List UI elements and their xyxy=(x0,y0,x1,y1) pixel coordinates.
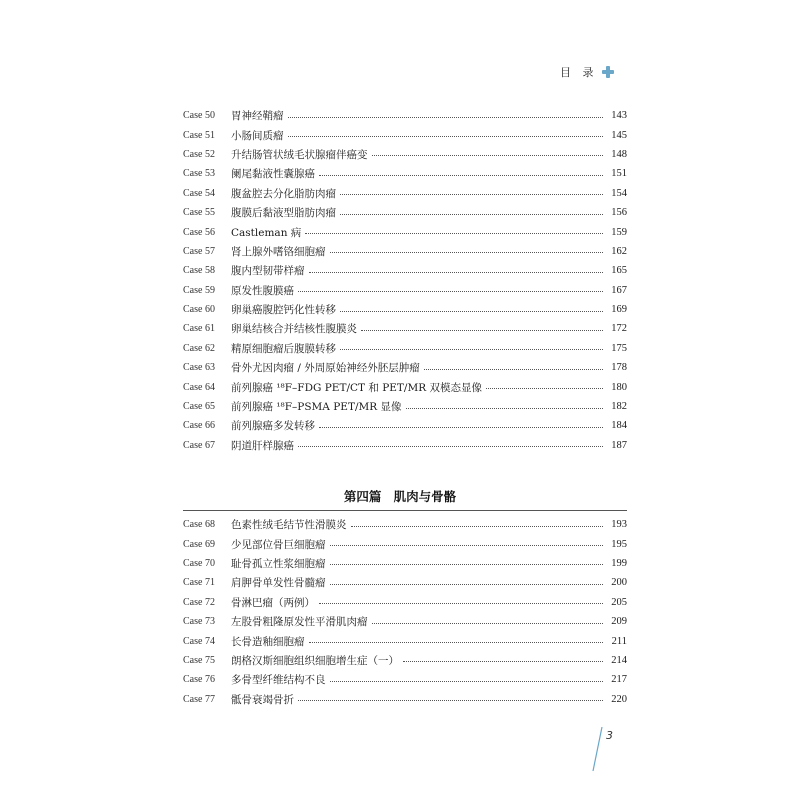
case-number: Case 56 xyxy=(183,226,215,238)
page-ref: 217 xyxy=(611,674,627,686)
case-number: Case 72 xyxy=(183,596,215,608)
dot-leader xyxy=(309,641,604,643)
page-ref: 143 xyxy=(611,110,627,122)
entry-title: 小肠间质瘤 xyxy=(231,129,284,142)
dot-leader xyxy=(372,622,604,624)
page-ref: 151 xyxy=(611,168,627,180)
toc-entry[interactable] xyxy=(183,242,627,261)
case-number: Case 61 xyxy=(183,323,215,335)
page-ref: 184 xyxy=(611,420,627,432)
toc-entry[interactable] xyxy=(183,651,627,670)
dot-leader xyxy=(340,213,603,215)
entry-title: 前列腺癌 ¹⁸F–PSMA PET/MR 显像 xyxy=(231,401,402,414)
toc-entry[interactable] xyxy=(183,222,627,241)
case-number: Case 70 xyxy=(183,557,215,569)
dot-leader xyxy=(330,680,604,682)
entry-title: 骨外尤因肉瘤 / 外周原始神经外胚层肿瘤 xyxy=(231,362,420,375)
dot-leader xyxy=(298,290,603,292)
dot-leader xyxy=(330,544,604,546)
page-ref: 182 xyxy=(611,401,627,413)
case-number: Case 71 xyxy=(183,577,215,589)
toc-header-title: 目 录 xyxy=(560,66,598,79)
page-ref: 165 xyxy=(611,265,627,277)
dot-leader xyxy=(330,583,604,585)
page-ref: 199 xyxy=(611,557,627,569)
case-number: Case 67 xyxy=(183,439,215,451)
toc-entry[interactable] xyxy=(183,319,627,338)
page-ref: 195 xyxy=(611,538,627,550)
page-ref: 180 xyxy=(611,381,627,393)
dot-leader xyxy=(309,271,604,273)
entry-title: 腹盆腔去分化脂肪肉瘤 xyxy=(231,187,336,200)
toc-entry[interactable] xyxy=(183,416,627,435)
entry-title: 长骨造釉细胞瘤 xyxy=(231,635,305,648)
case-number: Case 68 xyxy=(183,519,215,531)
dot-leader xyxy=(319,426,603,428)
toc-entry[interactable] xyxy=(183,397,627,416)
toc-group-part3 xyxy=(183,106,627,455)
page-number: 3 xyxy=(606,729,613,742)
page-ref: 220 xyxy=(611,693,627,705)
case-number: Case 74 xyxy=(183,635,215,647)
dot-leader xyxy=(340,348,603,350)
toc-entry[interactable] xyxy=(183,534,627,553)
dot-leader xyxy=(305,232,603,234)
dot-leader xyxy=(298,445,603,447)
entry-title: 升结肠管状绒毛状腺瘤伴癌变 xyxy=(231,148,368,161)
toc-entry[interactable] xyxy=(183,612,627,631)
toc-entry[interactable] xyxy=(183,300,627,319)
toc-entry[interactable] xyxy=(183,593,627,612)
page-header xyxy=(560,62,614,82)
case-number: Case 57 xyxy=(183,245,215,257)
dot-leader xyxy=(372,154,604,156)
toc-entry[interactable] xyxy=(183,339,627,358)
dot-leader xyxy=(330,563,604,565)
dot-leader xyxy=(406,407,604,409)
entry-title: Castleman 病 xyxy=(231,226,302,239)
entry-title: 少见部位骨巨细胞瘤 xyxy=(231,538,326,551)
page-ref: 156 xyxy=(611,207,627,219)
case-number: Case 59 xyxy=(183,284,215,296)
case-number: Case 77 xyxy=(183,693,215,705)
page-ref: 175 xyxy=(611,342,627,354)
toc-entry[interactable] xyxy=(183,670,627,689)
toc-entry[interactable] xyxy=(183,164,627,183)
page-ref: 187 xyxy=(611,439,627,451)
entry-title: 胃神经鞘瘤 xyxy=(231,110,284,123)
entry-title: 卵巢癌腹腔钙化性转移 xyxy=(231,304,336,317)
case-number: Case 66 xyxy=(183,420,215,432)
case-number: Case 62 xyxy=(183,342,215,354)
page-ref: 211 xyxy=(611,635,627,647)
case-number: Case 75 xyxy=(183,654,215,666)
toc-entry[interactable] xyxy=(183,203,627,222)
page-ref: 200 xyxy=(611,577,627,589)
toc-entry[interactable] xyxy=(183,281,627,300)
dot-leader xyxy=(319,602,603,604)
page-ref: 154 xyxy=(611,187,627,199)
toc-group-part4 xyxy=(183,515,627,709)
case-number: Case 64 xyxy=(183,381,215,393)
page-ref: 169 xyxy=(611,304,627,316)
case-number: Case 60 xyxy=(183,304,215,316)
entry-title: 肾上腺外嗜铬细胞瘤 xyxy=(231,245,326,258)
entry-title: 色素性绒毛结节性滑膜炎 xyxy=(231,519,347,532)
page-footer xyxy=(590,727,630,773)
case-number: Case 54 xyxy=(183,187,215,199)
dot-leader xyxy=(319,174,603,176)
case-number: Case 55 xyxy=(183,207,215,219)
dot-leader xyxy=(298,699,603,701)
entry-title: 阑尾黏液性囊腺癌 xyxy=(231,168,315,181)
page-ref: 205 xyxy=(611,596,627,608)
case-number: Case 76 xyxy=(183,674,215,686)
dot-leader xyxy=(403,660,603,662)
entry-title: 骨淋巴瘤（两例） xyxy=(231,596,315,609)
page-ref: 145 xyxy=(611,129,627,141)
case-number: Case 58 xyxy=(183,265,215,277)
page-ref: 167 xyxy=(611,284,627,296)
case-number: Case 50 xyxy=(183,110,215,122)
case-number: Case 53 xyxy=(183,168,215,180)
entry-title: 前列腺癌多发转移 xyxy=(231,420,315,433)
page-ref: 209 xyxy=(611,616,627,628)
plus-icon xyxy=(602,66,614,78)
case-number: Case 51 xyxy=(183,129,215,141)
case-number: Case 63 xyxy=(183,362,215,374)
toc-entry[interactable] xyxy=(183,125,627,144)
toc-entry[interactable] xyxy=(183,377,627,396)
entry-title: 左股骨粗隆原发性平滑肌肉瘤 xyxy=(231,616,368,629)
case-number: Case 65 xyxy=(183,401,215,413)
entry-title: 骶骨衰竭骨折 xyxy=(231,693,294,706)
toc-entry[interactable] xyxy=(183,261,627,280)
entry-title: 精原细胞瘤后腹膜转移 xyxy=(231,342,336,355)
dot-leader xyxy=(288,116,604,118)
toc-entry[interactable] xyxy=(183,690,627,709)
page-ref: 148 xyxy=(611,148,627,160)
entry-title: 腹膜后黏液型脂肪肉瘤 xyxy=(231,207,336,220)
page-ref: 178 xyxy=(611,362,627,374)
section-heading: 第四篇 肌肉与骨骼 xyxy=(343,489,457,504)
toc-entry[interactable] xyxy=(183,184,627,203)
case-number: Case 52 xyxy=(183,148,215,160)
entry-title: 朗格汉斯细胞组织细胞增生症（一） xyxy=(231,654,399,667)
dot-leader xyxy=(340,193,603,195)
entry-title: 原发性腹膜癌 xyxy=(231,284,294,297)
toc-entry[interactable] xyxy=(183,145,627,164)
page-ref: 172 xyxy=(611,323,627,335)
dot-leader xyxy=(424,368,603,370)
toc-entry[interactable] xyxy=(183,358,627,377)
entry-title: 耻骨孤立性浆细胞瘤 xyxy=(231,557,326,570)
entry-title: 卵巢结核合并结核性腹膜炎 xyxy=(231,323,357,336)
toc-entry[interactable] xyxy=(183,106,627,125)
case-number: Case 73 xyxy=(183,616,215,628)
section-divider xyxy=(183,510,627,511)
entry-title: 前列腺癌 ¹⁸F–FDG PET/CT 和 PET/MR 双模态显像 xyxy=(231,381,482,394)
case-number: Case 69 xyxy=(183,538,215,550)
dot-leader xyxy=(351,525,604,527)
toc-entry[interactable] xyxy=(183,554,627,573)
toc-entry[interactable] xyxy=(183,436,627,455)
toc-entry[interactable] xyxy=(183,515,627,534)
toc-entry[interactable] xyxy=(183,573,627,592)
entry-title: 腹内型韧带样瘤 xyxy=(231,265,305,278)
dot-leader xyxy=(288,135,604,137)
page-ref: 193 xyxy=(611,519,627,531)
entry-title: 阴道肝样腺癌 xyxy=(231,439,294,452)
page-ref: 162 xyxy=(611,245,627,257)
dot-leader xyxy=(340,310,603,312)
entry-title: 多骨型纤维结构不良 xyxy=(231,674,326,687)
dot-leader xyxy=(486,387,603,389)
page-ref: 159 xyxy=(611,226,627,238)
toc-entry[interactable] xyxy=(183,631,627,650)
entry-title: 肩胛骨单发性骨髓瘤 xyxy=(231,577,326,590)
dot-leader xyxy=(361,329,603,331)
dot-leader xyxy=(330,251,604,253)
page-ref: 214 xyxy=(611,654,627,666)
